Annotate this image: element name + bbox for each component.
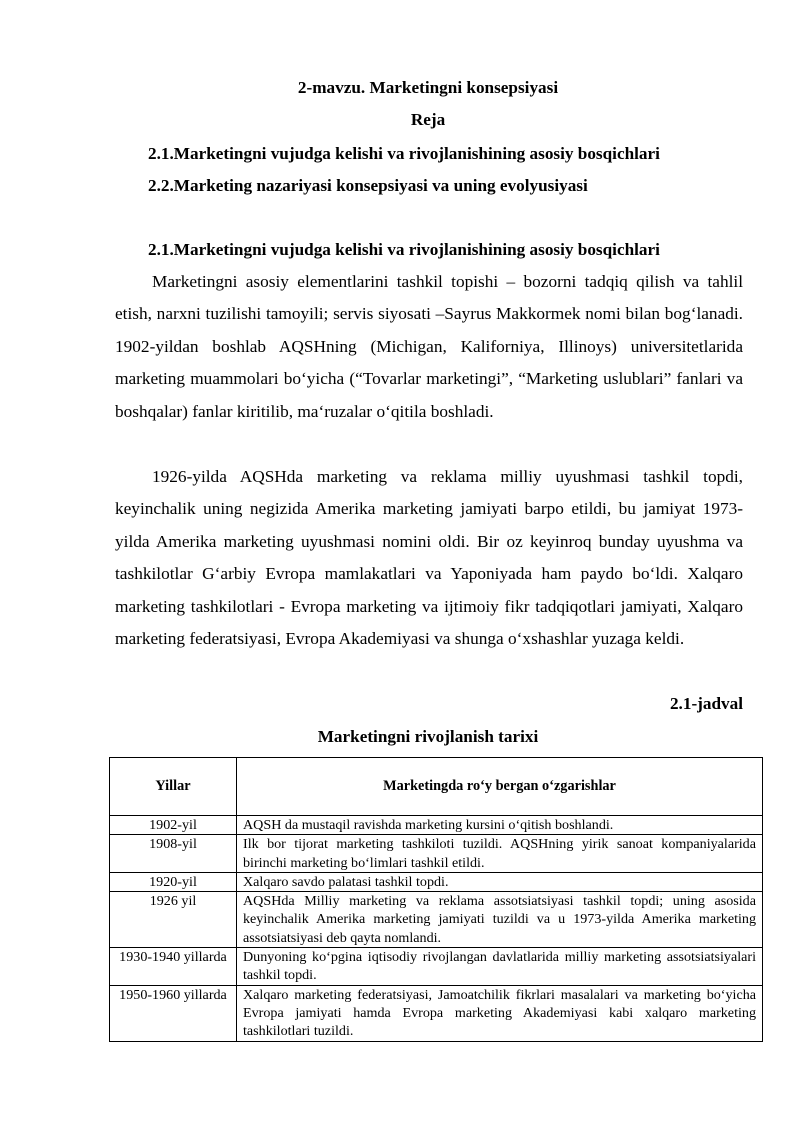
change-cell: AQSH da mustaqil ravishda marketing kursini o‘qitish boshlandi. bbox=[237, 816, 763, 835]
table-row bbox=[110, 948, 763, 986]
year-cell: 1908-yil bbox=[110, 835, 237, 873]
paragraph: Marketingni asosiy elementlarini tashkil topishi – bozorni tadqiq qilish va tahlil etish, narxni tuzilishi tamoyili; servis siyosati –Sayrus Makkormek nomi bilan bog‘lanadi. 1902-yildan boshlab AQSHning (Michigan, Kaliforniya, Illinoys) universitetlarida marketing muammolari bo‘yicha (“Tovarlar marketingi”, “Marketing uslublari” fanlari va boshqalar) fanlar kiritilib, ma‘ruzalar o‘qitila boshladi. bbox=[115, 272, 743, 421]
change-cell: Dunyoning ko‘pgina iqtisodiy rivojlangan davlatlarida milliy marketing assotsiatsiyalari tashkil topdi. bbox=[237, 948, 763, 986]
paragraph: 1926-yilda AQSHda marketing va reklama milliy uyushmasi tashkil topdi, keyinchalik uning negizida Amerika marketing jamiyati barpo etildi, bu jamiyat 1973-yilda Amerika marketing uyushmasi nomini oldi. Bir oz keyinroq bunday uyushma va tashkilotlar G‘arbiy Evropa mamlakatlari va Yaponiyada ham paydo bo‘ldi. Xalqaro marketing tashkilotlari - Evropa marketing va ijtimoiy fikr tadqiqotlari jamiyati, Xalqaro marketing federatsiyasi, Evropa Akademiyasi va shunga o‘xshashlar yuzaga keldi. bbox=[115, 467, 743, 649]
table-header-row bbox=[110, 758, 763, 816]
table-row bbox=[110, 872, 763, 891]
year-cell: 1920-yil bbox=[110, 872, 237, 891]
change-cell: Xalqaro savdo palatasi tashkil topdi. bbox=[237, 872, 763, 891]
table-row bbox=[110, 985, 763, 1041]
plan-item: 2.2.Marketing nazariyasi konsepsiyasi va uning evolyusiyasi bbox=[148, 176, 588, 195]
change-cell: Xalqaro marketing federatsiyasi, Jamoatchilik fikrlari masalalari va marketing bo‘yicha Evropa jamiyati hamda Evropa marketing Akademiyasi kabi xalqaro marketing tashkilotlari tuzildi. bbox=[237, 985, 763, 1041]
section-heading: 2.1.Marketingni vujudga kelishi va rivojlanishining asosiy bosqichlari bbox=[148, 240, 660, 259]
column-header-years: Yillar bbox=[110, 758, 237, 816]
year-cell: 1926 yil bbox=[110, 892, 237, 948]
column-header-changes: Marketingda ro‘y bergan o‘zgarishlar bbox=[237, 758, 763, 816]
year-cell: 1902-yil bbox=[110, 816, 237, 835]
plan-item: 2.1.Marketingni vujudga kelishi va rivojlanishining asosiy bosqichlari bbox=[148, 144, 660, 163]
table-label: 2.1-jadval bbox=[669, 694, 743, 713]
plan-label: Reja bbox=[410, 110, 446, 129]
year-cell: 1930-1940 yillarda bbox=[110, 948, 237, 986]
table-title: Marketingni rivojlanish tarixi bbox=[317, 727, 539, 746]
change-cell: AQSHda Milliy marketing va reklama assotsiatsiyasi tashkil topdi; uning asosida keyinchalik Amerika marketing jamiyati tuzildi va u 1973-yilda Amerika marketing assotsiatsiyasi deb qayta nomlandi. bbox=[237, 892, 763, 948]
history-table bbox=[109, 757, 763, 1042]
change-cell: Ilk bor tijorat marketing tashkiloti tuzildi. AQSHning yirik sanoat kompaniyalarida birinchi marketing bo‘limlari tashkil etildi. bbox=[237, 835, 763, 873]
table-row bbox=[110, 835, 763, 873]
table-row bbox=[110, 892, 763, 948]
table-row bbox=[110, 816, 763, 835]
year-cell: 1950-1960 yillarda bbox=[110, 985, 237, 1041]
page-title: 2-mavzu. Marketingni konsepsiyasi bbox=[297, 78, 559, 97]
